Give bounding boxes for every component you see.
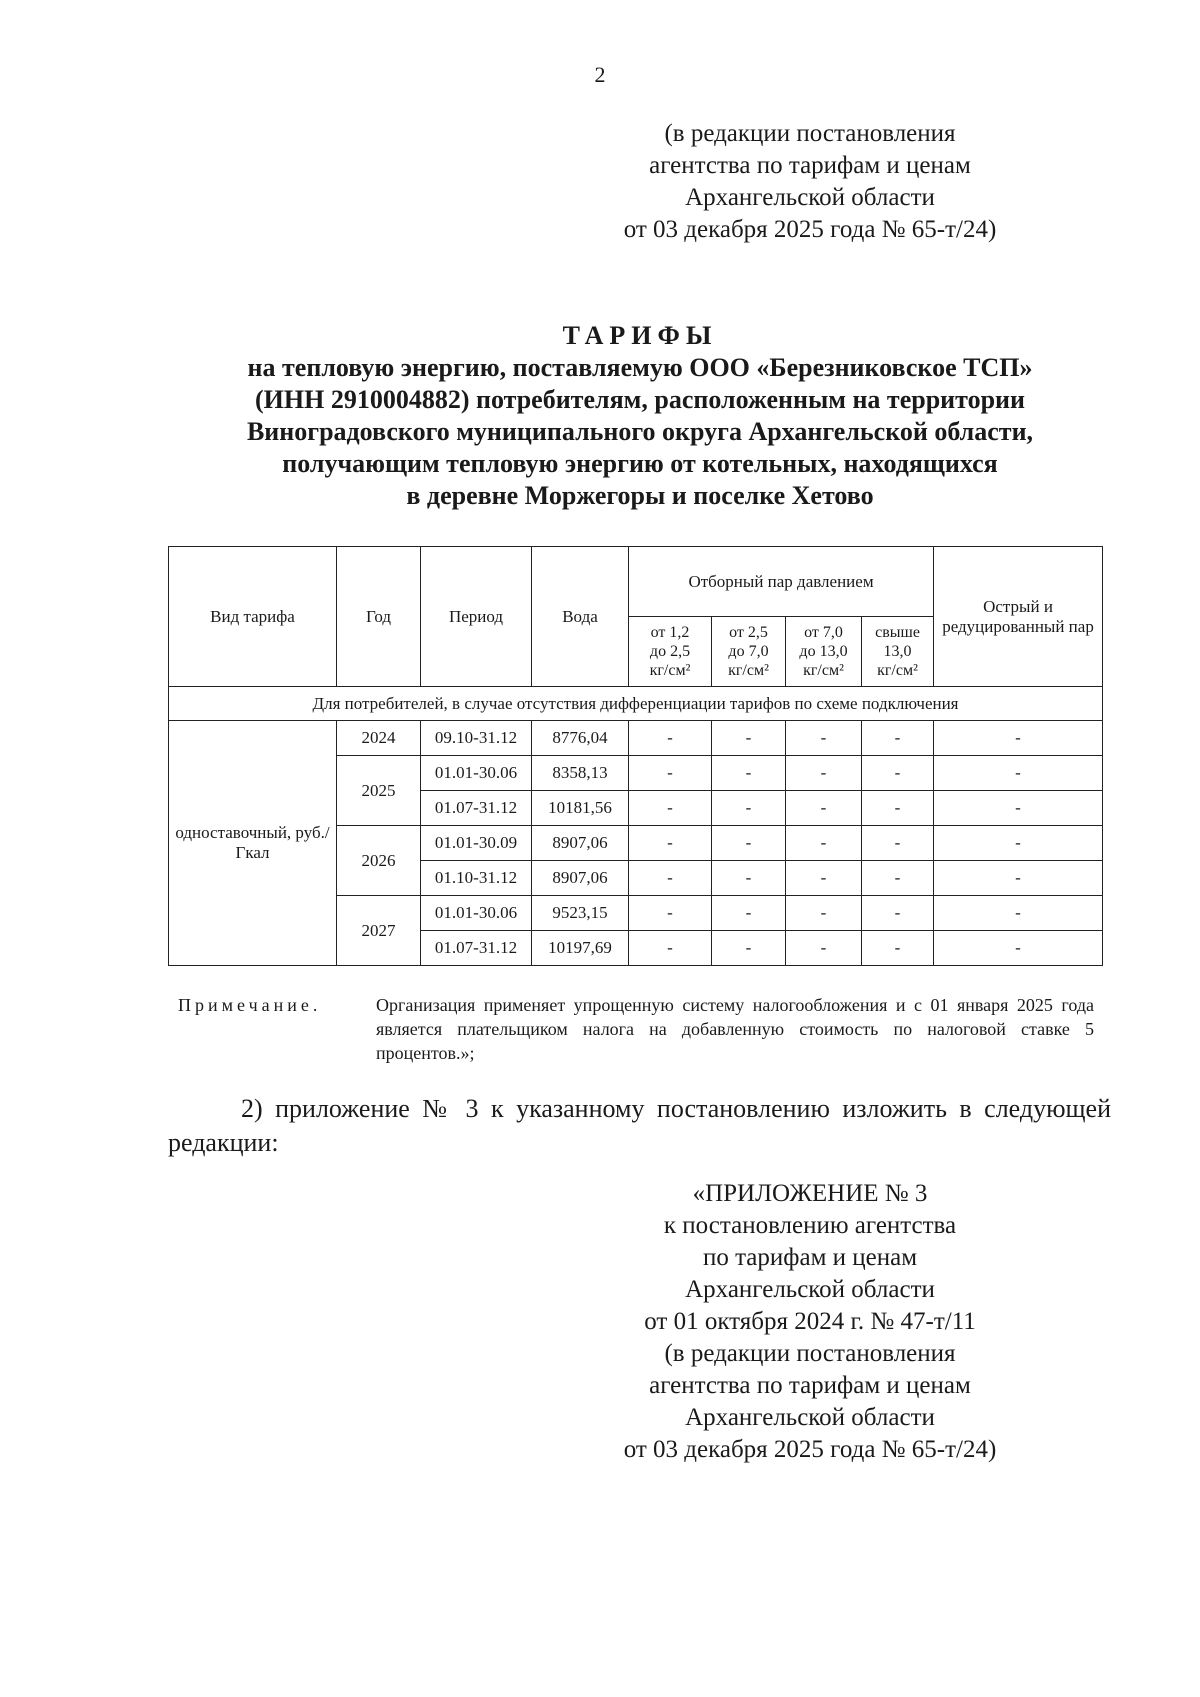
appendix-block [590,1178,1030,1466]
title-line: (ИНН 2910004882) потребителям, расположенным на территории [254,385,1025,414]
water-cell: 10181,56 [532,791,629,826]
appendix-line: «ПРИЛОЖЕНИЕ № 3 [692,1180,928,1207]
value-cell: - [629,861,712,896]
value-cell: - [934,721,1103,756]
amendment-paragraph: 2) приложение № 3 к указанному постановлению изложить в следующей редакции: [168,1094,1111,1157]
period-cell: 01.07-31.12 [421,791,532,826]
value-cell: - [862,896,934,931]
title-line: на тепловую энергию, поставляемую ООО «Березниковское ТСП» [247,353,1033,382]
value-cell: - [712,826,786,861]
value-cell: - [862,931,934,966]
value-cell: - [629,931,712,966]
value-cell: - [786,721,862,756]
value-cell: - [934,931,1103,966]
header-sharp-steam: Острый и редуцированный пар [934,547,1103,687]
value-cell: - [786,896,862,931]
appendix-line: Архангельской области [685,1404,935,1431]
water-cell: 8358,13 [532,756,629,791]
appendix-line: от 01 октября 2024 г. № 47-т/11 [644,1308,976,1335]
appendix-line: агентства по тарифам и ценам [649,1372,971,1399]
edition-note-line: Архангельской области [685,184,935,211]
tariff-type-cell: одноставочный, руб./Гкал [169,721,337,966]
tariff-table [168,546,1103,966]
value-cell: - [712,756,786,791]
value-cell: - [862,861,934,896]
table-row [169,721,1103,756]
period-cell: 01.07-31.12 [421,931,532,966]
header-steam-col: свыше 13,0 кг/см² [862,617,934,687]
period-cell: 09.10-31.12 [421,721,532,756]
water-cell: 8776,04 [532,721,629,756]
value-cell: - [862,721,934,756]
header-steam-col: от 1,2 до 2,5 кг/см² [629,617,712,687]
value-cell: - [862,791,934,826]
header-steam-group: Отборный пар давлением [629,547,934,617]
value-cell: - [629,756,712,791]
title-line: получающим тепловую энергию от котельных, находящихся [282,449,998,478]
value-cell: - [712,721,786,756]
value-cell: - [934,896,1103,931]
appendix-line: Архангельской области [685,1276,935,1303]
value-cell: - [786,861,862,896]
value-cell: - [862,826,934,861]
header-steam-col: от 7,0 до 13,0 кг/см² [786,617,862,687]
value-cell: - [786,791,862,826]
edition-note-line: агентства по тарифам и ценам [649,152,971,179]
appendix-line: (в редакции постановления [664,1340,956,1367]
value-cell: - [629,721,712,756]
period-cell: 01.01-30.06 [421,896,532,931]
value-cell: - [934,861,1103,896]
appendix-line: к постановлению агентства [663,1212,957,1239]
value-cell: - [712,791,786,826]
header-water: Вода [532,547,629,687]
note-label: Примечание. [178,995,322,1015]
value-cell: - [712,861,786,896]
value-cell: - [786,826,862,861]
year-cell: 2025 [337,756,421,826]
water-cell: 8907,06 [532,826,629,861]
year-cell: 2024 [337,721,421,756]
header-tariff-type: Вид тарифа [169,547,337,687]
header-year: Год [337,547,421,687]
header-steam-col: от 2,5 до 7,0 кг/см² [712,617,786,687]
value-cell: - [629,826,712,861]
page-number: 2 [594,62,606,87]
value-cell: - [712,931,786,966]
edition-note-line: (в редакции постановления [664,120,956,147]
year-cell: 2027 [337,896,421,966]
water-cell: 10197,69 [532,931,629,966]
value-cell: - [934,826,1103,861]
title-line: в деревне Моржегоры и поселке Хетово [406,481,874,510]
section-row: Для потребителей, в случае отсутствия дифференциации тарифов по схеме подключения [169,687,1103,721]
document-title [150,320,1130,512]
period-cell: 01.10-31.12 [421,861,532,896]
value-cell: - [629,896,712,931]
period-cell: 01.01-30.09 [421,826,532,861]
value-cell: - [712,896,786,931]
edition-note-block [590,118,1030,246]
value-cell: - [934,756,1103,791]
title-line: Виноградовского муниципального округа Архангельской области, [246,417,1034,446]
value-cell: - [862,756,934,791]
appendix-line: по тарифам и ценам [702,1244,918,1271]
value-cell: - [934,791,1103,826]
title-heading: ТАРИФЫ [562,321,718,350]
header-period: Период [421,547,532,687]
edition-note-line: от 03 декабря 2025 года № 65-т/24) [623,216,997,243]
appendix-line: от 03 декабря 2025 года № 65-т/24) [623,1436,997,1463]
year-cell: 2026 [337,826,421,896]
note-text: Организация применяет упрощенную систему налогообложения и с 01 января 2025 года является плательщиком налога на добавленную стоимость по налоговой ставке 5 процентов.»; [376,995,1094,1063]
value-cell: - [629,791,712,826]
water-cell: 8907,06 [532,861,629,896]
period-cell: 01.01-30.06 [421,756,532,791]
value-cell: - [786,756,862,791]
value-cell: - [786,931,862,966]
water-cell: 9523,15 [532,896,629,931]
